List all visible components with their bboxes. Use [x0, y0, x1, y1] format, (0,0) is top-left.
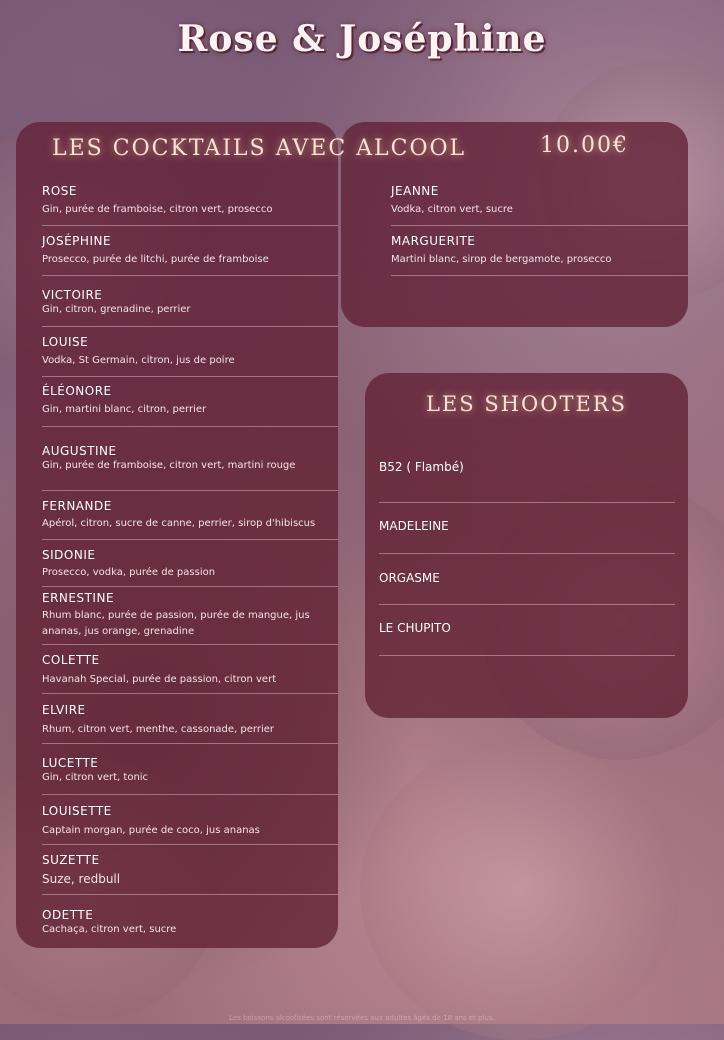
cocktail-name: JEANNE — [391, 184, 439, 198]
cocktail-name: ELVIRE — [42, 703, 86, 717]
cocktail-desc: Captain morgan, purée de coco, jus ananas — [42, 825, 260, 836]
cocktail-name: LOUISE — [42, 335, 89, 349]
shooter-item: MADELEINE — [379, 519, 675, 554]
cocktail-item — [42, 703, 338, 744]
cocktail-desc: Prosecco, vodka, purée de passion — [42, 567, 216, 578]
cocktail-desc: Martini blanc, sirop de bergamote, prosecco — [391, 254, 612, 265]
shooters-heading: LES SHOOTERS — [425, 392, 627, 416]
cocktail-name: LOUISETTE — [42, 804, 112, 818]
cocktail-item — [42, 653, 338, 694]
cocktail-desc: Gin, martini blanc, citron, perrier — [42, 404, 207, 415]
cocktail-item — [42, 288, 338, 327]
cocktail-desc: Gin, citron vert, tonic — [42, 772, 149, 783]
cocktail-item — [42, 908, 338, 940]
cocktail-item — [42, 499, 338, 540]
page-title: Rose & Joséphine — [177, 18, 547, 60]
cocktails-heading: LES COCKTAILS AVEC ALCOOL — [52, 136, 467, 161]
cocktail-desc: Rhum blanc, purée de passion, purée de mangue, jus ananas, jus orange, grenadine — [42, 610, 310, 637]
cocktail-item — [42, 384, 338, 427]
cocktail-name: SIDONIE — [42, 548, 96, 562]
cocktail-item — [42, 335, 338, 377]
cocktail-item — [42, 234, 338, 276]
cocktail-item — [391, 184, 688, 226]
cocktail-item — [42, 853, 338, 895]
cocktail-item — [42, 444, 338, 491]
shooter-item: ORGASME — [379, 571, 675, 605]
cocktail-name: ODETTE — [42, 908, 94, 922]
cocktail-name: FERNANDE — [42, 499, 112, 513]
cocktail-item — [42, 804, 338, 845]
cocktail-desc: Suze, redbull — [42, 872, 121, 886]
rose-background-decoration — [360, 740, 680, 1040]
cocktail-name: MARGUERITE — [391, 234, 476, 248]
cocktail-name: ERNESTINE — [42, 591, 115, 605]
cocktail-name: AUGUSTINE — [42, 444, 117, 458]
cocktail-item — [42, 184, 338, 226]
cocktail-desc: Gin, citron, grenadine, perrier — [42, 304, 191, 315]
shooter-item: LE CHUPITO — [379, 621, 675, 656]
cocktail-item — [42, 548, 338, 587]
cocktail-name: ROSE — [42, 184, 77, 198]
cocktail-desc: Gin, purée de framboise, citron vert, prosecco — [42, 204, 273, 215]
cocktail-desc: Vodka, citron vert, sucre — [391, 204, 513, 215]
cocktail-desc: Havanah Special, purée de passion, citron vert — [42, 674, 277, 685]
cocktail-desc: Rhum, citron vert, menthe, cassonade, perrier — [42, 724, 274, 735]
cocktail-name: LUCETTE — [42, 756, 99, 770]
cocktail-item — [391, 234, 688, 276]
cocktail-name: COLETTE — [42, 653, 100, 667]
cocktail-name: ÉLÉONORE — [42, 384, 112, 398]
cocktail-name: VICTOIRE — [42, 288, 103, 302]
legal-footer: Les boissons alcoolisées sont réservées aux adultes âgés de 18 ans et plus. — [229, 1014, 495, 1022]
cocktail-desc: Apérol, citron, sucre de canne, perrier, sirop d'hibiscus — [42, 518, 316, 529]
cocktail-name: SUZETTE — [42, 853, 100, 867]
cocktail-desc: Vodka, St Germain, citron, jus de poire — [42, 355, 235, 366]
cocktail-desc: Cachaça, citron vert, sucre — [42, 924, 177, 935]
cocktail-item — [42, 756, 338, 795]
cocktail-desc: Gin, purée de framboise, citron vert, martini rouge — [42, 460, 296, 471]
cocktail-item — [42, 591, 338, 645]
cocktails-price: 10.00€ — [540, 133, 629, 158]
cocktail-desc: Prosecco, purée de litchi, purée de framboise — [42, 254, 269, 265]
shooter-item: B52 ( Flambé) — [379, 460, 675, 503]
cocktail-name: JOSÉPHINE — [42, 234, 112, 248]
